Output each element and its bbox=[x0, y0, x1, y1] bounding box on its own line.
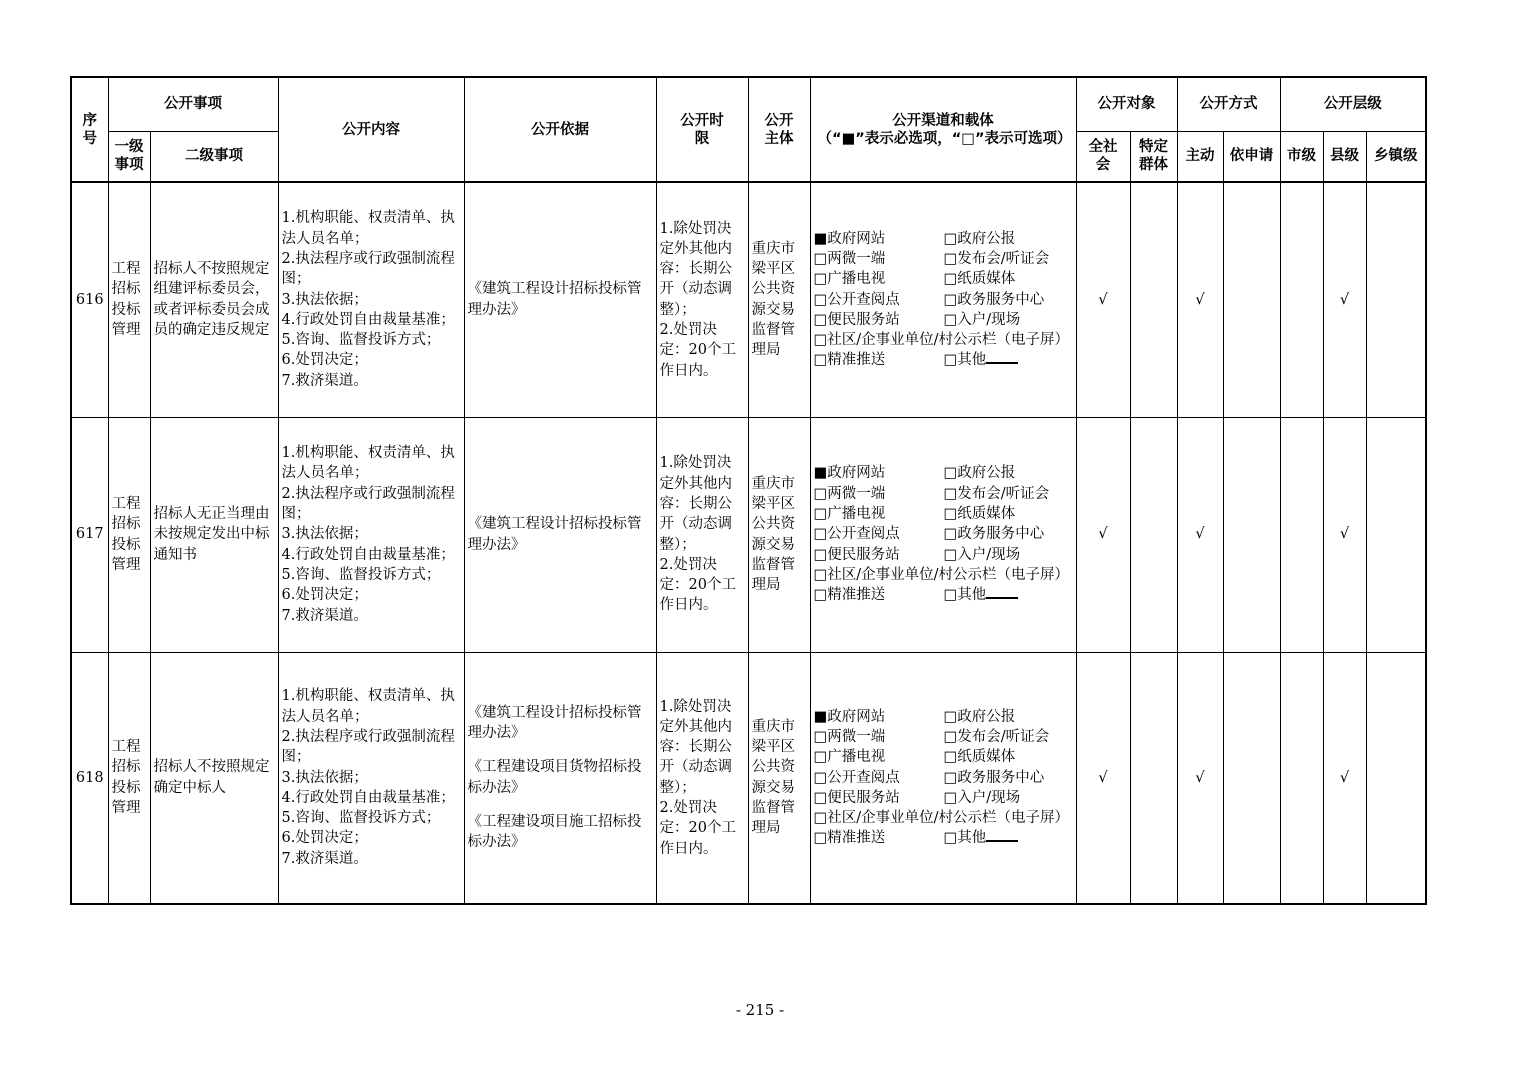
content-line: 3.执法依据； bbox=[281, 769, 368, 786]
channel-option: ■政府网站 bbox=[813, 230, 886, 247]
row-target-group bbox=[1130, 652, 1177, 904]
row-level-city bbox=[1280, 417, 1323, 652]
channel-option: □两微一端 bbox=[813, 485, 886, 502]
row-level-city bbox=[1280, 182, 1323, 417]
channel-option: □入户/现场 bbox=[943, 546, 1021, 563]
channel-option: □社区/企事业单位/村公示栏（电子屏） bbox=[813, 566, 1069, 583]
row-seq: 617 bbox=[71, 417, 108, 652]
header-content: 公开内容 bbox=[278, 77, 464, 182]
channel-option: □便民服务站 bbox=[813, 311, 900, 328]
row-level-county: √ bbox=[1323, 417, 1366, 652]
channel-option-other: □其他 bbox=[944, 828, 1073, 848]
channel-option: □公开查阅点 bbox=[813, 769, 900, 786]
blank-underline bbox=[986, 350, 1018, 364]
channel-option: □纸质媒体 bbox=[943, 271, 1016, 288]
channel-option: □发布会/听证会 bbox=[943, 729, 1050, 745]
channel-option: ■政府网站 bbox=[813, 465, 886, 482]
row-time-limit bbox=[656, 652, 748, 904]
channel-option-other: □其他 bbox=[944, 585, 1073, 605]
row-target-group bbox=[1130, 417, 1177, 652]
row-method-active: √ bbox=[1177, 417, 1223, 652]
row-l1: 工程招标投标管理 bbox=[108, 652, 150, 904]
row-seq: 618 bbox=[71, 652, 108, 904]
channel-option: ■政府网站 bbox=[813, 708, 886, 725]
content-line: 1.机构职能、权责清单、执法人员名单； bbox=[281, 445, 455, 482]
time-limit-line: 2.处罚决定：20个工作日内。 bbox=[659, 800, 736, 857]
basis-law: 《建筑工程设计招标投标管理办法》 bbox=[467, 281, 642, 318]
row-level-town bbox=[1366, 182, 1426, 417]
channel-option-other: □其他 bbox=[944, 350, 1073, 370]
disclosure-table bbox=[70, 76, 1427, 905]
table-body bbox=[71, 182, 1426, 904]
header-subject: 公开主体 bbox=[748, 77, 810, 182]
channel-option: □政务服务中心 bbox=[943, 291, 1045, 308]
time-limit-line: 2.处罚决定：20个工作日内。 bbox=[659, 556, 736, 614]
row-l1: 工程招标投标管理 bbox=[108, 182, 150, 417]
channel-option: □入户/现场 bbox=[943, 789, 1021, 806]
basis-law: 《工程建设项目施工招标投标办法》 bbox=[467, 814, 642, 851]
header-matter-l2: 二级事项 bbox=[150, 131, 278, 182]
row-time-limit bbox=[656, 182, 748, 417]
channel-option: □广播电视 bbox=[813, 506, 886, 523]
channel-option: □纸质媒体 bbox=[943, 506, 1016, 523]
row-time-limit bbox=[656, 417, 748, 652]
channel-option: □发布会/听证会 bbox=[943, 251, 1050, 267]
header-seq: 序号 bbox=[71, 77, 108, 182]
channel-option: □精准推送 bbox=[813, 830, 886, 847]
time-limit-line: 1.除处罚决定外其他内容：长期公开（动态调整）； bbox=[659, 220, 732, 318]
channel-option: □公开查阅点 bbox=[813, 526, 900, 543]
content-line: 6.处罚决定； bbox=[281, 587, 368, 604]
page-number: - 215 - bbox=[735, 1001, 785, 1019]
row-l1: 工程招标投标管理 bbox=[108, 417, 150, 652]
row-basis bbox=[464, 417, 656, 652]
row-target-all: √ bbox=[1076, 182, 1130, 417]
header-matter-l1: 一级事项 bbox=[108, 131, 150, 182]
content-line: 5.咨询、监督投诉方式； bbox=[281, 566, 441, 583]
header-method: 公开方式 bbox=[1177, 77, 1280, 131]
row-target-all: √ bbox=[1076, 417, 1130, 652]
row-level-city bbox=[1280, 652, 1323, 904]
table-row bbox=[71, 652, 1426, 904]
header-level-county: 县级 bbox=[1323, 131, 1366, 182]
blank-underline bbox=[986, 828, 1018, 842]
row-level-county: √ bbox=[1323, 652, 1366, 904]
row-l2: 招标人无正当理由未按规定发出中标通知书 bbox=[150, 417, 278, 652]
channel-option: □两微一端 bbox=[813, 729, 886, 745]
header-channel bbox=[810, 77, 1076, 182]
row-content bbox=[278, 182, 464, 417]
time-limit-line: 1.除处罚决定外其他内容：长期公开（动态调整）； bbox=[659, 455, 732, 553]
channel-option: □发布会/听证会 bbox=[943, 485, 1050, 502]
header-method-active: 主动 bbox=[1177, 131, 1223, 182]
channel-option: □纸质媒体 bbox=[943, 749, 1016, 766]
header-basis: 公开依据 bbox=[464, 77, 656, 182]
header-target-group: 特定群体 bbox=[1130, 131, 1177, 182]
content-line: 1.机构职能、权责清单、执法人员名单； bbox=[281, 688, 455, 725]
content-line: 7.救济渠道。 bbox=[281, 372, 368, 389]
table-header bbox=[71, 77, 1426, 182]
channel-option: □政务服务中心 bbox=[943, 769, 1045, 786]
basis-law: 《工程建设项目货物招标投标办法》 bbox=[467, 759, 642, 796]
content-line: 2.执法程序或行政强制流程图； bbox=[281, 729, 455, 766]
channel-option: □精准推送 bbox=[813, 587, 886, 604]
basis-law: 《建筑工程设计招标投标管理办法》 bbox=[467, 516, 642, 553]
content-line: 7.救济渠道。 bbox=[281, 850, 368, 867]
time-limit-line: 1.除处罚决定外其他内容：长期公开（动态调整）； bbox=[659, 698, 732, 796]
content-line: 3.执法依据； bbox=[281, 291, 368, 308]
channel-option: □社区/企事业单位/村公示栏（电子屏） bbox=[813, 332, 1069, 349]
channel-option: □政务服务中心 bbox=[943, 526, 1045, 543]
channel-option: □广播电视 bbox=[813, 271, 886, 288]
row-method-active: √ bbox=[1177, 652, 1223, 904]
content-line: 4.行政处罚自由裁量基准； bbox=[281, 546, 455, 563]
header-matter: 公开事项 bbox=[108, 77, 278, 131]
row-method-request bbox=[1223, 652, 1280, 904]
header-channel-title: 公开渠道和载体 bbox=[892, 112, 994, 129]
row-subject: 重庆市梁平区公共资源交易监督管理局 bbox=[748, 652, 810, 904]
row-content bbox=[278, 652, 464, 904]
header-level-town: 乡镇级 bbox=[1366, 131, 1426, 182]
row-target-group bbox=[1130, 182, 1177, 417]
row-method-request bbox=[1223, 417, 1280, 652]
row-l2: 招标人不按照规定组建评标委员会，或者评标委员会成员的确定违反规定 bbox=[150, 182, 278, 417]
row-subject: 重庆市梁平区公共资源交易监督管理局 bbox=[748, 417, 810, 652]
header-time-limit: 公开时限 bbox=[656, 77, 748, 182]
table-row bbox=[71, 417, 1426, 652]
row-subject: 重庆市梁平区公共资源交易监督管理局 bbox=[748, 182, 810, 417]
row-level-town bbox=[1366, 652, 1426, 904]
content-line: 2.执法程序或行政强制流程图； bbox=[281, 485, 455, 523]
channel-option: □两微一端 bbox=[813, 251, 886, 267]
row-basis bbox=[464, 652, 656, 904]
row-seq: 616 bbox=[71, 182, 108, 417]
row-channels bbox=[810, 417, 1076, 652]
row-channels bbox=[810, 182, 1076, 417]
row-content bbox=[278, 417, 464, 652]
content-line: 5.咨询、监督投诉方式； bbox=[281, 332, 441, 349]
header-target: 公开对象 bbox=[1076, 77, 1177, 131]
channel-option: □政府公报 bbox=[943, 465, 1016, 482]
content-line: 4.行政处罚自由裁量基准； bbox=[281, 789, 455, 806]
content-line: 5.咨询、监督投诉方式； bbox=[281, 810, 441, 827]
content-line: 3.执法依据； bbox=[281, 526, 368, 543]
channel-option: □社区/企事业单位/村公示栏（电子屏） bbox=[813, 810, 1069, 827]
channel-option: □精准推送 bbox=[813, 352, 886, 369]
content-line: 7.救济渠道。 bbox=[281, 607, 368, 624]
channel-option: □便民服务站 bbox=[813, 789, 900, 806]
row-channels bbox=[810, 652, 1076, 904]
row-basis bbox=[464, 182, 656, 417]
channel-option: □公开查阅点 bbox=[813, 291, 900, 308]
header-target-all: 全社会 bbox=[1076, 131, 1130, 182]
header-method-request: 依申请 bbox=[1223, 131, 1280, 182]
content-line: 1.机构职能、权责清单、执法人员名单； bbox=[281, 210, 455, 247]
header-level-city: 市级 bbox=[1280, 131, 1323, 182]
content-line: 6.处罚决定； bbox=[281, 352, 368, 369]
row-method-active: √ bbox=[1177, 182, 1223, 417]
row-method-request bbox=[1223, 182, 1280, 417]
channel-option: □入户/现场 bbox=[943, 311, 1021, 328]
blank-underline bbox=[986, 585, 1018, 599]
channel-option: □便民服务站 bbox=[813, 546, 900, 563]
channel-option: □政府公报 bbox=[943, 708, 1016, 725]
basis-law: 《建筑工程设计招标投标管理办法》 bbox=[467, 704, 642, 742]
row-level-county: √ bbox=[1323, 182, 1366, 417]
channel-option: □广播电视 bbox=[813, 749, 886, 766]
channel-option: □政府公报 bbox=[943, 230, 1016, 247]
row-target-all: √ bbox=[1076, 652, 1130, 904]
content-line: 4.行政处罚自由裁量基准； bbox=[281, 311, 455, 328]
content-line: 6.处罚决定； bbox=[281, 830, 368, 847]
time-limit-line: 2.处罚决定：20个工作日内。 bbox=[659, 322, 736, 379]
content-line: 2.执法程序或行政强制流程图； bbox=[281, 251, 455, 288]
table-row bbox=[71, 182, 1426, 417]
row-l2: 招标人不按照规定确定中标人 bbox=[150, 652, 278, 904]
header-level: 公开层级 bbox=[1280, 77, 1426, 131]
row-level-town bbox=[1366, 417, 1426, 652]
header-channel-note: （“■”表示必选项，“□”表示可选项） bbox=[817, 130, 1072, 147]
